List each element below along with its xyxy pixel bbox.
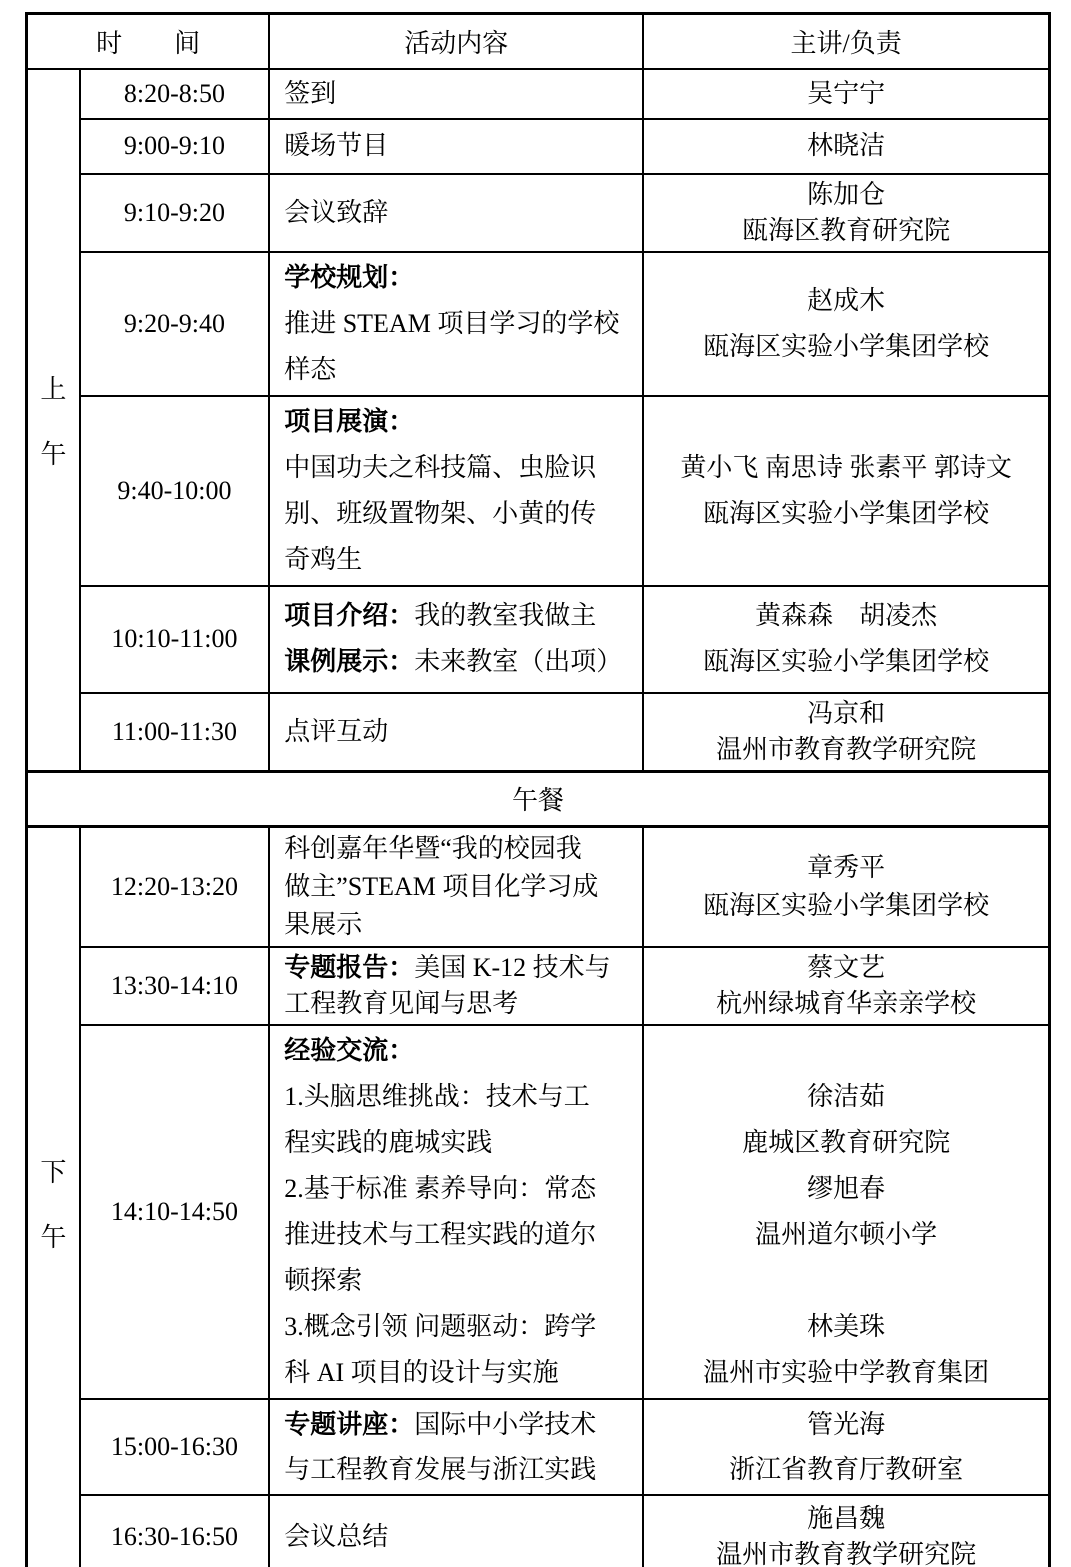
time-cell: 8:20-8:50 <box>80 69 270 119</box>
speaker-line: 章秀平 <box>807 852 886 882</box>
period-label <box>28 1152 79 1254</box>
speaker-cell <box>643 586 1049 693</box>
activity-label-bold: 项目介绍： <box>284 601 415 630</box>
header-row <box>27 14 1050 69</box>
activity-label-bold: 专题报告： <box>284 952 415 982</box>
speaker-line: 林晓洁 <box>807 131 886 160</box>
speaker-cell <box>643 174 1049 252</box>
activity-text: 工程教育见闻与思考 <box>284 988 519 1018</box>
schedule-row <box>27 826 1050 947</box>
activity-line <box>284 399 638 445</box>
schedule-table <box>25 12 1051 1567</box>
speaker-line-empty <box>648 1258 1044 1304</box>
activity-text: 推进技术与工程实践的道尔 <box>284 1219 597 1249</box>
time-cell: 13:30-14:10 <box>80 947 270 1025</box>
activity-line <box>284 1519 638 1555</box>
speaker-line: 黄森森 胡凌杰 <box>755 601 938 630</box>
period-cell-morning <box>27 69 80 772</box>
schedule-row <box>27 1025 1050 1399</box>
activity-cell <box>269 826 643 947</box>
activity-text: 做主”STEAM 项目化学习成 <box>284 871 599 901</box>
schedule-row <box>27 1495 1050 1567</box>
speaker-line: 管光海 <box>807 1409 886 1439</box>
time-cell: 9:00-9:10 <box>80 119 270 174</box>
speaker-line-empty <box>648 1028 1044 1074</box>
activity-line <box>284 255 638 301</box>
period-char: 午 <box>40 439 67 469</box>
speaker-cell <box>643 119 1049 174</box>
activity-line <box>284 1212 638 1258</box>
activity-label-bold: 课例展示： <box>284 647 415 676</box>
activity-line <box>284 1120 638 1166</box>
activity-text: 样态 <box>284 354 337 384</box>
activity-cell <box>269 119 643 174</box>
speaker-cell <box>643 252 1049 396</box>
activity-line <box>284 1447 638 1492</box>
period-cell-afternoon <box>27 826 80 1567</box>
speaker-line: 瓯海区实验小学集团学校 <box>703 498 990 528</box>
activity-line <box>284 593 638 639</box>
activity-line <box>284 639 638 685</box>
schedule-row <box>27 693 1050 772</box>
activity-text: 果展示 <box>284 909 363 939</box>
speaker-cell <box>643 396 1049 586</box>
activity-text: 我的教室我做主 <box>414 601 597 630</box>
schedule-row <box>27 1399 1050 1495</box>
activity-line <box>284 986 638 1022</box>
activity-line <box>284 76 638 112</box>
speaker-cell <box>643 1025 1049 1399</box>
speaker-cell <box>643 947 1049 1025</box>
activity-text: 国际中小学技术 <box>414 1409 597 1439</box>
schedule-row <box>27 119 1050 174</box>
time-cell: 9:40-10:00 <box>80 396 270 586</box>
speaker-cell <box>643 69 1049 119</box>
activity-cell <box>269 693 643 772</box>
time-cell: 10:10-11:00 <box>80 586 270 693</box>
speaker-line: 温州市教育教学研究院 <box>716 1539 977 1567</box>
lunch-row <box>27 771 1050 826</box>
activity-line <box>284 1074 638 1120</box>
speaker-line: 杭州绿城育华亲亲学校 <box>716 988 977 1018</box>
schedule-row <box>27 174 1050 252</box>
activity-text: 与工程教育发展与浙江实践 <box>284 1454 597 1484</box>
speaker-line: 徐洁茹 <box>807 1081 886 1111</box>
period-char: 上 <box>40 374 67 404</box>
activity-text: 科创嘉年华暨“我的校园我 <box>284 833 582 863</box>
speaker-line: 浙江省教育厅教研室 <box>729 1454 964 1484</box>
activity-line <box>284 1350 638 1396</box>
activity-label-bold: 经验交流： <box>284 1035 415 1065</box>
activity-line <box>284 1258 638 1304</box>
activity-line <box>284 445 638 491</box>
speaker-cell <box>643 693 1049 772</box>
time-cell: 14:10-14:50 <box>80 1025 270 1399</box>
activity-line <box>284 491 638 537</box>
speaker-line: 冯京和 <box>807 698 886 728</box>
activity-cell <box>269 252 643 396</box>
speaker-line: 温州市教育教学研究院 <box>716 734 977 764</box>
activity-line <box>284 950 638 986</box>
schedule-row <box>27 252 1050 396</box>
activity-text: 1.头脑思维挑战：技术与工 <box>284 1081 590 1111</box>
activity-line <box>284 347 638 393</box>
activity-cell <box>269 174 643 252</box>
schedule-row <box>27 947 1050 1025</box>
activity-text: 2.基于标准 素养导向：常态 <box>284 1173 597 1203</box>
activity-line <box>284 906 638 944</box>
column-header-time: 时 间 <box>27 14 270 69</box>
time-cell: 9:20-9:40 <box>80 252 270 396</box>
activity-line <box>284 1402 638 1447</box>
speaker-line: 瓯海区实验小学集团学校 <box>703 890 990 920</box>
speaker-cell <box>643 1399 1049 1495</box>
speaker-line: 温州市实验中学教育集团 <box>703 1357 990 1387</box>
activity-line <box>284 714 638 750</box>
speaker-line: 鹿城区教育研究院 <box>742 1127 951 1157</box>
activity-text: 程实践的鹿城实践 <box>284 1127 493 1157</box>
time-cell: 12:20-13:20 <box>80 826 270 947</box>
activity-line <box>284 1304 638 1350</box>
time-cell: 16:30-16:50 <box>80 1495 270 1567</box>
activity-text: 签到 <box>284 78 337 108</box>
speaker-line: 赵成木 <box>807 285 886 315</box>
activity-text: 科 AI 项目的设计与实施 <box>284 1357 559 1387</box>
column-header-activity: 活动内容 <box>269 14 643 69</box>
speaker-cell <box>643 1495 1049 1567</box>
speaker-line: 温州道尔顿小学 <box>755 1219 938 1249</box>
activity-line <box>284 537 638 583</box>
activity-cell <box>269 586 643 693</box>
time-cell: 15:00-16:30 <box>80 1399 270 1495</box>
activity-line <box>284 195 638 231</box>
schedule-row <box>27 69 1050 119</box>
activity-line <box>284 1028 638 1074</box>
time-cell: 11:00-11:30 <box>80 693 270 772</box>
activity-text: 推进 STEAM 项目学习的学校 <box>284 308 620 338</box>
schedule-row <box>27 396 1050 586</box>
activity-text: 未来教室（出项） <box>414 647 623 676</box>
activity-text: 别、班级置物架、小黄的传 <box>284 498 597 528</box>
activity-cell <box>269 396 643 586</box>
activity-cell <box>269 1399 643 1495</box>
activity-text: 中国功夫之科技篇、虫脸识 <box>284 452 597 482</box>
speaker-line: 缪旭春 <box>807 1173 886 1203</box>
activity-text: 顿探索 <box>284 1265 363 1295</box>
period-char: 午 <box>40 1222 67 1252</box>
speaker-line: 施昌魏 <box>807 1503 886 1533</box>
speaker-cell <box>643 826 1049 947</box>
speaker-line: 林美珠 <box>807 1311 886 1341</box>
period-label <box>28 369 79 471</box>
activity-text: 暖场节目 <box>284 131 389 160</box>
speaker-line: 瓯海区实验小学集团学校 <box>703 647 990 676</box>
activity-text: 3.概念引领 问题驱动：跨学 <box>284 1311 597 1341</box>
activity-cell <box>269 1025 643 1399</box>
activity-line <box>284 1166 638 1212</box>
activity-line <box>284 830 638 868</box>
activity-line <box>284 868 638 906</box>
activity-line <box>284 128 638 164</box>
lunch-row-label: 午餐 <box>27 771 1050 826</box>
activity-text: 点评互动 <box>284 716 389 746</box>
speaker-line: 瓯海区实验小学集团学校 <box>703 331 990 361</box>
activity-text: 会议致辞 <box>284 197 389 227</box>
speaker-line: 瓯海区教育研究院 <box>742 215 951 245</box>
activity-text: 奇鸡生 <box>284 544 363 574</box>
schedule-row <box>27 586 1050 693</box>
speaker-line: 陈加仓 <box>807 179 886 209</box>
speaker-line: 黄小飞 南思诗 张素平 郭诗文 <box>680 452 1012 482</box>
activity-cell <box>269 947 643 1025</box>
period-char: 下 <box>40 1157 67 1187</box>
activity-label-bold: 专题讲座： <box>284 1409 415 1439</box>
activity-line <box>284 301 638 347</box>
speaker-line: 蔡文艺 <box>807 952 886 982</box>
activity-cell <box>269 1495 643 1567</box>
activity-label-bold: 学校规划： <box>284 262 415 292</box>
speaker-line: 吴宁宁 <box>807 78 886 108</box>
activity-text: 会议总结 <box>284 1521 389 1551</box>
activity-label-bold: 项目展演： <box>284 406 415 436</box>
time-cell: 9:10-9:20 <box>80 174 270 252</box>
column-header-speaker: 主讲/负责 <box>643 14 1049 69</box>
activity-text: 美国 K-12 技术与 <box>414 952 611 982</box>
activity-cell <box>269 69 643 119</box>
